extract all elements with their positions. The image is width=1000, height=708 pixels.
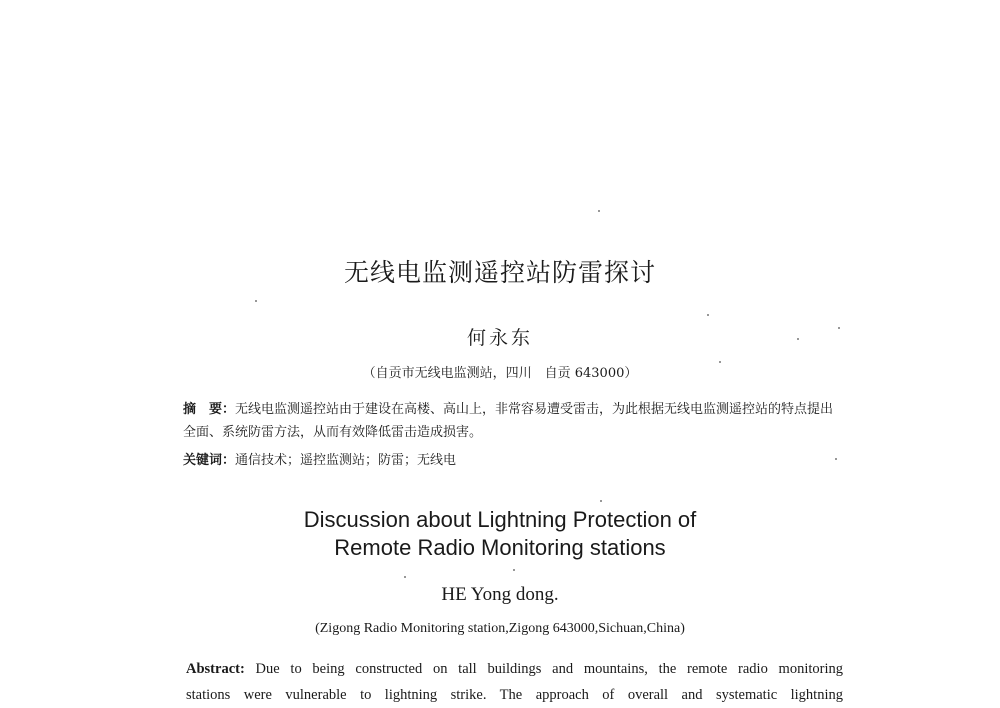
scan-speck — [404, 576, 406, 578]
chinese-keywords — [183, 449, 456, 468]
chinese-keywords-label: 关键词： — [183, 453, 236, 468]
chinese-abstract — [183, 398, 843, 444]
english-abstract-line-1-text: Due to being constructed on tall buildings and mountains, the remote radio monitoring — [255, 661, 843, 677]
english-abstract-line-2: stations were vulnerable to lightning strike. The approach of overall and systematic lightning — [186, 687, 843, 703]
scan-speck — [835, 458, 837, 460]
english-affiliation: (Zigong Radio Monitoring station,Zigong 643000,Sichuan,China) — [315, 621, 685, 636]
chinese-abstract-label: 摘 要： — [183, 402, 236, 417]
scan-speck — [255, 300, 257, 302]
english-abstract-label: Abstract: — [186, 661, 245, 677]
chinese-keywords-text: 通信技术；遥控监测站；防雷；无线电 — [235, 453, 457, 468]
scan-speck — [838, 327, 840, 329]
english-author: HE Yong dong. — [441, 584, 559, 605]
english-title-line-2: Remote Radio Monitoring stations — [334, 535, 666, 560]
chinese-author: 何永东 — [466, 327, 533, 349]
english-title-line-1: Discussion about Lightning Protection of — [303, 507, 697, 532]
scan-speck — [600, 500, 602, 502]
chinese-abstract-text: 无线电监测遥控站由于建设在高楼、高山上，非常容易遭受雷击，为此根据无线电监测遥控站的特点提出全面、系统防雷方法，从而有效降低雷击造成损害。 — [183, 402, 834, 440]
scan-speck — [797, 338, 799, 340]
scan-speck — [598, 210, 600, 212]
scan-speck — [707, 314, 709, 316]
scan-speck — [719, 361, 721, 363]
english-abstract-line-1 — [186, 656, 843, 682]
scan-speck — [513, 569, 515, 571]
english-title — [0, 506, 1000, 562]
chinese-title: 无线电监测遥控站防雷探讨 — [343, 258, 656, 287]
english-abstract — [186, 656, 843, 708]
chinese-affiliation: （自贡市无线电监测站，四川 自贡 643000） — [362, 366, 638, 381]
